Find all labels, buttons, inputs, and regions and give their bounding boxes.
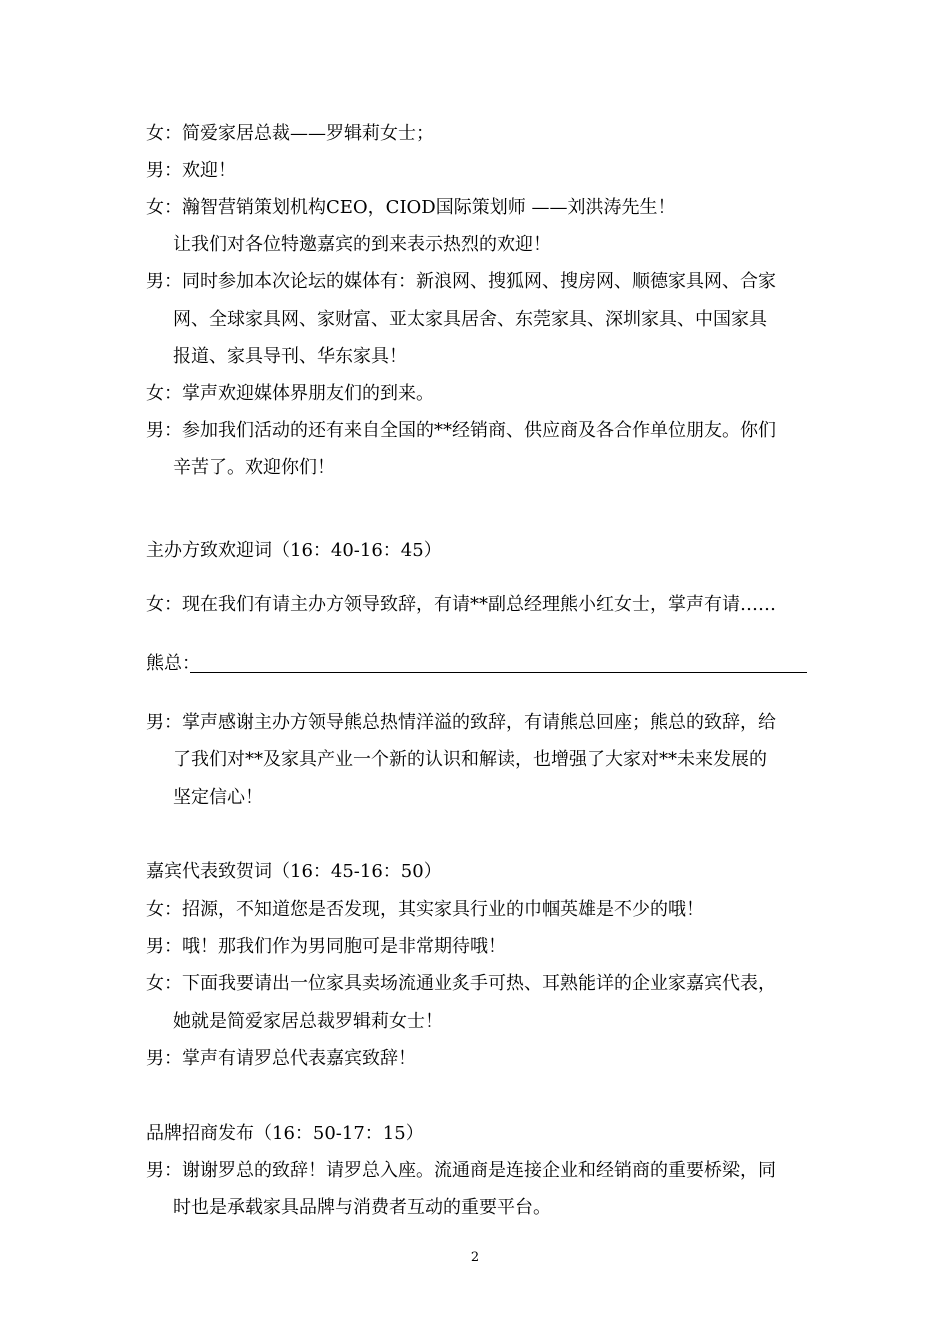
signature-label: 熊总： — [146, 653, 200, 674]
page-number: 2 — [470, 1250, 480, 1265]
section-heading-welcome: 主办方致欢迎词（16：40-16：45） — [146, 540, 442, 561]
section-heading-brand: 品牌招商发布（16：50-17：15） — [146, 1123, 424, 1144]
text-line-11: 女：现在我们有请主办方领导致辞，有请**副总经理熊小红女士，掌声有请…… — [146, 594, 776, 615]
text-line-17: 女：下面我要请出一位家具卖场流通业炙手可热、耳熟能详的企业家嘉宾代表， — [146, 973, 776, 994]
text-line-21: 时也是承载家具品牌与消费者互动的重要平台。 — [173, 1197, 551, 1218]
section-heading-guest: 嘉宾代表致贺词（16：45-16：50） — [146, 861, 442, 882]
text-line-19: 男：掌声有请罗总代表嘉宾致辞！ — [146, 1048, 416, 1069]
text-line-20: 男：谢谢罗总的致辞！请罗总入座。流通商是连接企业和经销商的重要桥梁，同 — [146, 1160, 776, 1181]
text-line-16: 男：哦！那我们作为男同胞可是非常期待哦！ — [146, 936, 506, 957]
text-line-14: 坚定信心！ — [173, 787, 263, 808]
text-line-4: 让我们对各位特邀嘉宾的到来表示热烈的欢迎！ — [173, 234, 551, 255]
text-line-12: 男：掌声感谢主办方领导熊总热情洋溢的致辞，有请熊总回座；熊总的致辞，给 — [146, 712, 776, 733]
text-line-1: 女：简爱家居总裁——罗辑莉女士； — [146, 123, 434, 144]
text-line-7: 报道、家具导刊、华东家具！ — [173, 346, 407, 367]
text-line-2: 男：欢迎！ — [146, 160, 236, 181]
text-line-3: 女：瀚智营销策划机构CEO，CIOD国际策划师 ——刘洪涛先生！ — [146, 197, 676, 218]
signature-line — [190, 672, 807, 673]
text-line-6: 网、全球家具网、家财富、亚太家具居舍、东莞家具、深圳家具、中国家具 — [173, 309, 767, 330]
text-line-10: 辛苦了。欢迎你们！ — [173, 457, 335, 478]
text-line-15: 女：招源，不知道您是否发现，其实家具行业的巾帼英雄是不少的哦！ — [146, 899, 704, 920]
text-line-5: 男：同时参加本次论坛的媒体有：新浪网、搜狐网、搜房网、顺德家具网、合家 — [146, 271, 776, 292]
text-line-18: 她就是简爱家居总裁罗辑莉女士！ — [173, 1011, 443, 1032]
text-line-9: 男：参加我们活动的还有来自全国的**经销商、供应商及各合作单位朋友。你们 — [146, 420, 776, 441]
text-line-13: 了我们对**及家具产业一个新的认识和解读，也增强了大家对**未来发展的 — [173, 749, 767, 770]
text-line-8: 女：掌声欢迎媒体界朋友们的到来。 — [146, 383, 434, 404]
